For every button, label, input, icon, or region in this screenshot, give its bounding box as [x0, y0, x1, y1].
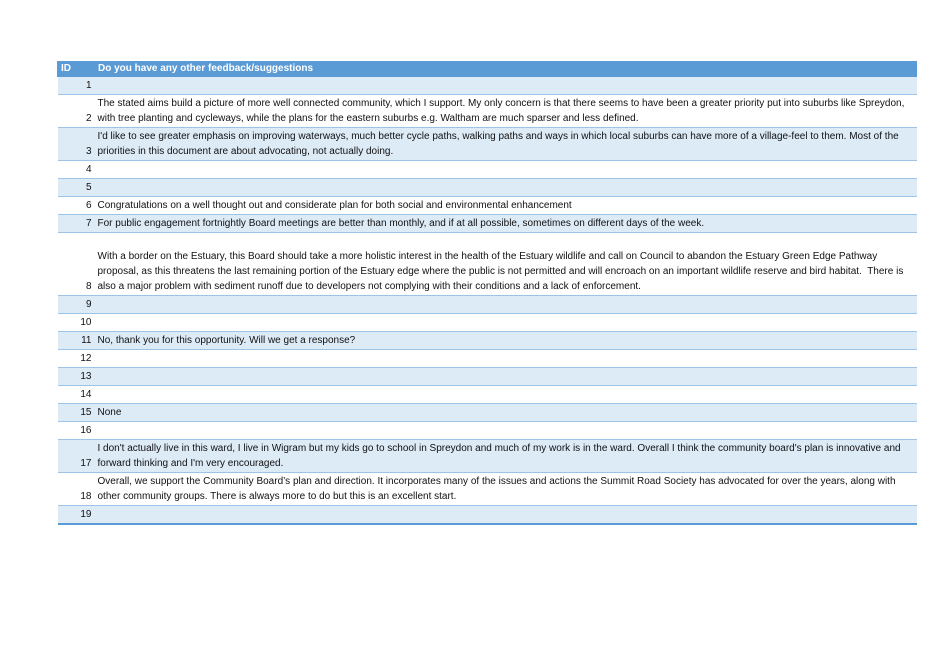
- table-body: [58, 77, 917, 525]
- header-row: [58, 62, 917, 77]
- feedback-cell: None: [95, 404, 917, 422]
- feedback-cell: For public engagement fortnightly Board meetings are better than monthly, and if at all possible, sometimes on different days of the week.: [95, 215, 917, 233]
- table-row: [58, 506, 917, 525]
- row-id-cell: 13: [58, 368, 95, 386]
- feedback-cell: Congratulations on a well thought out and considerate plan for both social and environmental enhancement: [95, 197, 917, 215]
- row-id-cell: 12: [58, 350, 95, 368]
- feedback-cell: [95, 296, 917, 314]
- feedback-cell: I don't actually live in this ward, I live in Wigram but my kids go to school in Spreydon and much of my work is in the ward. Overall I think the community board's plan is innovative and forward thinking and I'm very encouraged.: [95, 440, 917, 473]
- table-row: [58, 440, 917, 473]
- table-row: [58, 350, 917, 368]
- row-id-cell: 11: [58, 332, 95, 350]
- table-row: [58, 296, 917, 314]
- row-id-cell: 7: [58, 215, 95, 233]
- table-row: [58, 161, 917, 179]
- row-id-cell: 1: [58, 77, 95, 95]
- table-row: [58, 368, 917, 386]
- feedback-cell: [95, 368, 917, 386]
- table-row: [58, 215, 917, 233]
- table-row: [58, 77, 917, 95]
- table-row: [58, 128, 917, 161]
- row-id-cell: 15: [58, 404, 95, 422]
- id-column-header: ID: [58, 62, 95, 77]
- table-row: [58, 233, 917, 296]
- row-id-cell: 14: [58, 386, 95, 404]
- row-id-cell: 2: [58, 95, 95, 128]
- feedback-table: [57, 61, 917, 525]
- feedback-cell: [95, 422, 917, 440]
- table-row: [58, 386, 917, 404]
- feedback-cell: With a border on the Estuary, this Board should take a more holistic interest in the health of the Estuary wildlife and call on Council to abandon the Estuary Green Edge Pathway proposal, as this threatens the last remaining portion of the Estuary edge where the public is not permitted and will encroach on an important wildlife reserve and bird habitat. There is also a major problem with sediment runoff due to developers not complying with their conditions and a lack of enforcement.: [95, 233, 917, 296]
- row-id-cell: 8: [58, 233, 95, 296]
- table-row: [58, 314, 917, 332]
- feedback-cell: Overall, we support the Community Board’s plan and direction. It incorporates many of the issues and actions the Summit Road Society has advocated for over the years, along with other community groups. There is always more to do but this is an excellent start.: [95, 473, 917, 506]
- feedback-column-header: Do you have any other feedback/suggestions: [95, 62, 917, 77]
- table-row: [58, 332, 917, 350]
- feedback-cell: [95, 179, 917, 197]
- row-id-cell: 3: [58, 128, 95, 161]
- row-id-cell: 9: [58, 296, 95, 314]
- feedback-cell: The stated aims build a picture of more well connected community, which I support. My only concern is that there seems to have been a greater priority put into suburbs like Spreydon, with tree planting and cycleways, while the plans for the eastern suburbs e.g. Waltham are much sparser and less defined.: [95, 95, 917, 128]
- table-row: [58, 179, 917, 197]
- table-row: [58, 422, 917, 440]
- row-id-cell: 5: [58, 179, 95, 197]
- feedback-cell: [95, 350, 917, 368]
- table-row: [58, 404, 917, 422]
- feedback-cell: [95, 386, 917, 404]
- row-id-cell: 18: [58, 473, 95, 506]
- feedback-cell: No, thank you for this opportunity. Will we get a response?: [95, 332, 917, 350]
- feedback-cell: [95, 161, 917, 179]
- feedback-cell: I'd like to see greater emphasis on improving waterways, much better cycle paths, walking paths and ways in which local suburbs can have more of a village-feel to them. Most of the priorities in this document are about advocating, not actually doing.: [95, 128, 917, 161]
- row-id-cell: 4: [58, 161, 95, 179]
- row-id-cell: 16: [58, 422, 95, 440]
- feedback-sheet: [57, 61, 916, 525]
- feedback-cell: [95, 506, 917, 525]
- table-row: [58, 473, 917, 506]
- table-row: [58, 197, 917, 215]
- feedback-cell: [95, 77, 917, 95]
- row-id-cell: 17: [58, 440, 95, 473]
- row-id-cell: 10: [58, 314, 95, 332]
- feedback-cell: [95, 314, 917, 332]
- row-id-cell: 19: [58, 506, 95, 525]
- row-id-cell: 6: [58, 197, 95, 215]
- table-row: [58, 95, 917, 128]
